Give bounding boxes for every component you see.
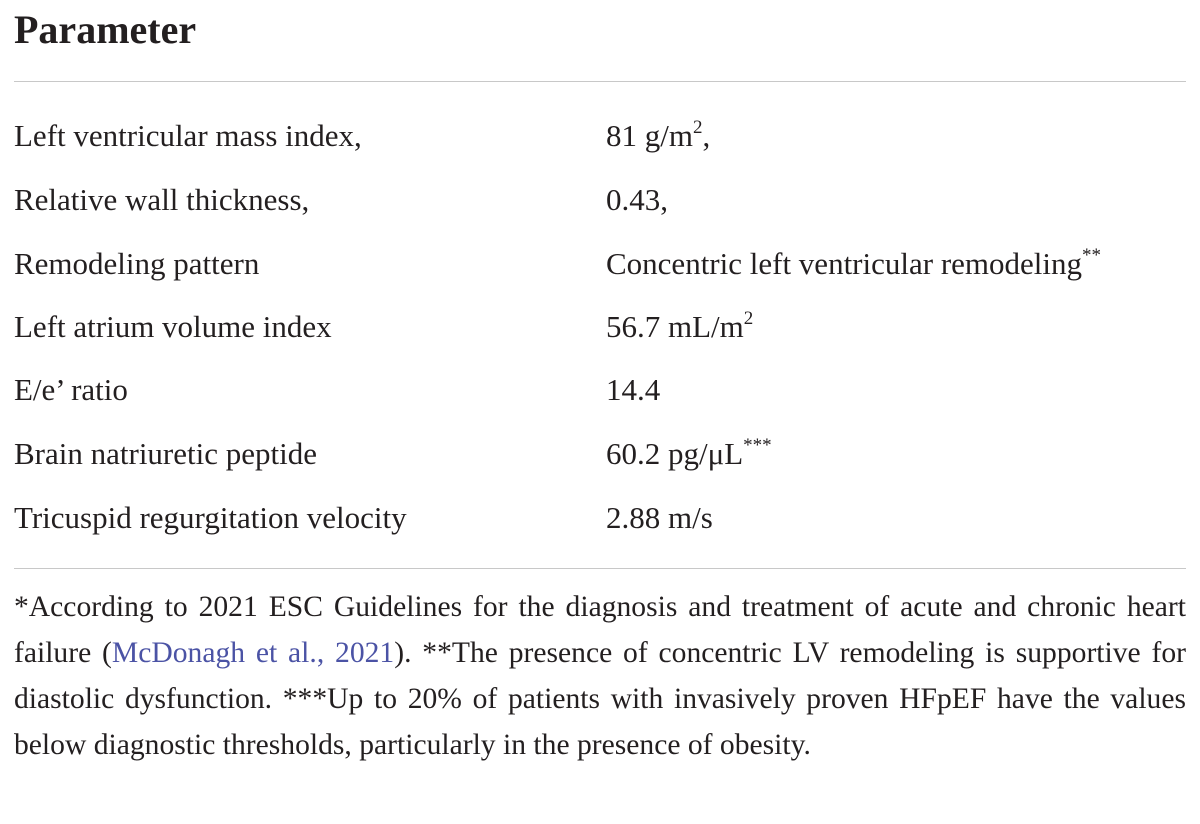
- citation-link[interactable]: McDonagh et al., 2021: [111, 637, 395, 669]
- row-value: 81 $g/m^2$,: [606, 116, 711, 153]
- table-row: [14, 240, 1186, 288]
- row-value: 14.4: [606, 372, 661, 407]
- row-label: Brain natriuretic peptide: [14, 436, 317, 471]
- column-header-parameter: Parameter: [14, 7, 197, 52]
- row-label: Tricuspid regurgitation velocity: [14, 500, 407, 535]
- table-row: [14, 494, 1186, 542]
- row-label: Left ventricular mass index,: [14, 118, 362, 153]
- table-row: [14, 430, 1186, 478]
- header-divider: [14, 81, 1186, 82]
- footer-divider: [14, 568, 1186, 569]
- row-value: Concentric left ventricular remodeling**: [606, 244, 1102, 281]
- table-footnote: *According to 2021 ESC Guidelines for the diagnosis and treatment of acute and chronic heart failure (McDonagh et al., 2021). **The presence of concentric LV remodeling is supportive for diastolic dysfunction. ***Up to 20% of patients with invasively proven HFpEF have the values below diagnostic thresholds, particularly in the presence of obesity.: [14, 591, 1186, 761]
- table-row: [14, 176, 1186, 224]
- row-label: E/e’ ratio: [14, 372, 128, 407]
- row-value: 56.7 $mL/m^2$: [606, 307, 754, 344]
- row-label: Left atrium volume index: [14, 309, 332, 344]
- row-label: Remodeling pattern: [14, 246, 260, 281]
- row-value: 0.43,: [606, 182, 668, 217]
- table-row: [14, 303, 1186, 351]
- table-row: [14, 366, 1186, 414]
- row-label: Relative wall thickness,: [14, 182, 310, 217]
- row-value: 60.2 pg/μL***: [606, 434, 772, 471]
- row-value: 2.88 m/s: [606, 500, 713, 535]
- table-row: [14, 112, 1186, 160]
